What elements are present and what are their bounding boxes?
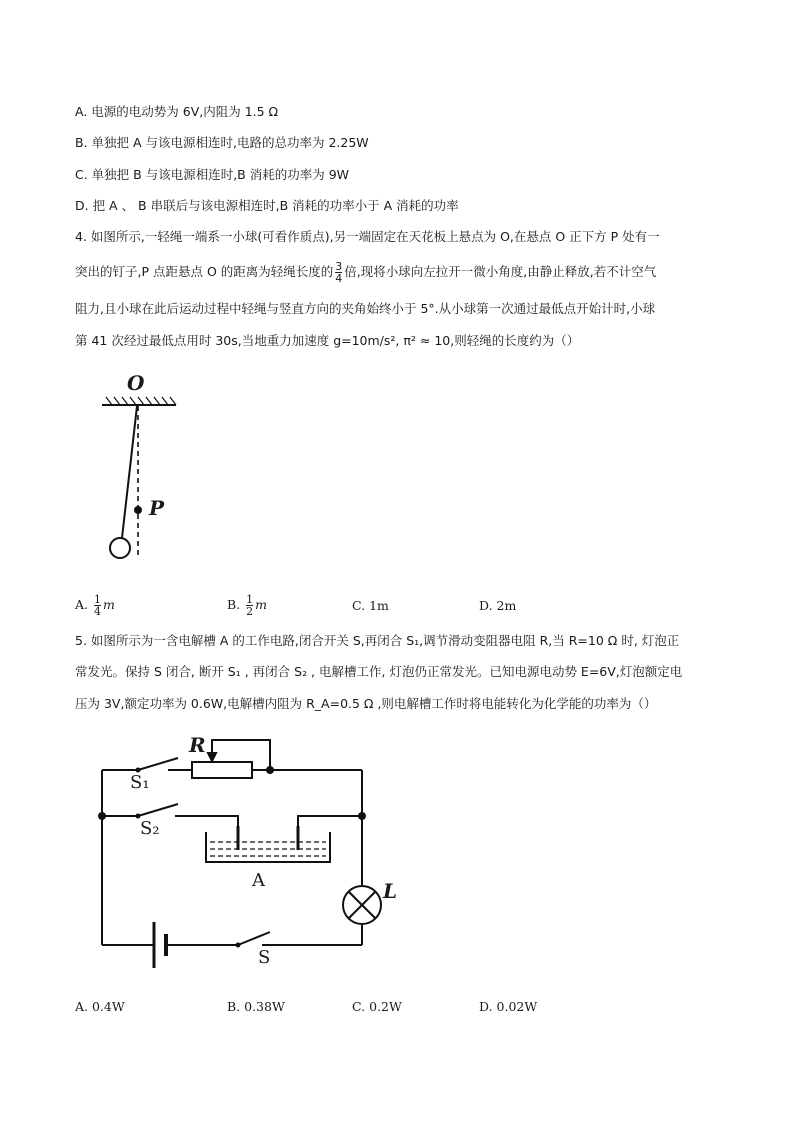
- prev-option-d: D. 把 A 、 B 串联后与该电源相连时,B 消耗的功率小于 A 消耗的功率: [75, 198, 459, 213]
- slider-arrow: [208, 753, 216, 761]
- nail-p: [134, 506, 142, 514]
- label-o: O: [127, 371, 145, 395]
- prev-option-c: C. 单独把 B 与该电源相连时,B 消耗的功率为 9W: [75, 167, 350, 182]
- q4-option-b-den: 2: [246, 605, 254, 618]
- q4-text-line1: 4. 如图所示,一轻绳一端系一小球(可看作质点),另一端固定在天花板上悬点为 O,在悬点 O 正下方 P 处有一: [75, 229, 660, 244]
- q4-text-line3: 阻力,且小球在此后运动过程中轻绳与竖直方向的夹角始终小于 5°.从小球第一次通过最低点开始计时,小球: [75, 301, 656, 316]
- q4-option-d: D. 2m: [479, 598, 517, 613]
- electrolytic-tank: [206, 832, 330, 862]
- q4-line2-after: 倍,现将小球向左拉开一微小角度,由静止释放,若不计空气: [344, 264, 657, 279]
- q4-option-b-prefix: B.: [227, 597, 241, 612]
- label-r: R: [189, 733, 206, 757]
- q4-option-a-num: 1: [94, 593, 101, 606]
- q4-fraction-den: 4: [335, 272, 343, 285]
- label-l: L: [383, 879, 398, 903]
- resistor-r: [192, 762, 252, 778]
- q4-text-line4: 第 41 次经过最低点用时 30s,当地重力加速度 g=10m/s², π² ≈ 10,则轻绳的长度约为（）: [75, 333, 580, 348]
- label-s: S: [258, 947, 271, 968]
- junction-dot: [266, 766, 274, 774]
- label-p: P: [149, 496, 165, 520]
- q5-option-a: A. 0.4W: [75, 999, 125, 1014]
- q4-text-line2: [75, 259, 656, 285]
- pendulum-string: [122, 406, 137, 538]
- q4-option-c: C. 1m: [352, 598, 389, 613]
- q4-line2-before: 突出的钉子,P 点距悬点 O 的距离为轻绳长度的: [75, 264, 334, 279]
- prev-option-b: B. 单独把 A 与该电源相连时,电路的总功率为 2.25W: [75, 135, 369, 150]
- ceiling: [102, 397, 176, 405]
- q5-option-b: B. 0.38W: [227, 999, 285, 1014]
- q5-option-c: C. 0.2W: [352, 999, 402, 1014]
- q5-text-line1: 5. 如图所示为一含电解槽 A 的工作电路,闭合开关 S,再闭合 S₁,调节滑动变阻器电阻 R,当 R=10 Ω 时, 灯泡正: [75, 633, 680, 648]
- label-s1: S₁: [130, 772, 150, 793]
- q4-option-b-unit: m: [255, 597, 268, 612]
- q5-option-d: D. 0.02W: [479, 999, 538, 1014]
- wire-s2-to-tank: [175, 816, 238, 848]
- q4-option-a-unit: m: [103, 597, 115, 612]
- switch-s2-blade: [138, 804, 178, 816]
- lamp-l: [343, 886, 381, 924]
- q4-fraction-num: 3: [335, 260, 343, 273]
- label-a: A: [252, 870, 265, 891]
- q4-option-b-fraction: [246, 594, 253, 617]
- q4-option-a: [75, 588, 115, 622]
- prev-option-a: A. 电源的电动势为 6V,内阻为 1.5 Ω: [75, 104, 279, 119]
- q5-text-line2: 常发光。保持 S 闭合, 断开 S₁ , 再闭合 S₂ , 电解槽工作, 灯泡仍正常发光。已知电源电动势 E=6V,灯泡额定电: [75, 664, 683, 679]
- switch-s-blade: [238, 932, 270, 945]
- electrolyte: [210, 842, 326, 856]
- q4-option-a-den: 4: [94, 605, 101, 618]
- rheostat-slider: [212, 740, 270, 770]
- q4-fraction: [335, 261, 342, 284]
- junction-dot: [98, 812, 106, 820]
- label-s2: S₂: [140, 818, 160, 839]
- q4-option-a-prefix: A.: [75, 597, 89, 612]
- q4-option-a-fraction: [94, 594, 101, 617]
- junction-dot: [358, 812, 366, 820]
- q4-option-b-num: 1: [246, 593, 254, 606]
- switch-pivot: [236, 943, 241, 948]
- wire-tank-to-right: [298, 816, 362, 848]
- q5-text-line3: 压为 3V,额定功率为 0.6W,电解槽内阻为 R_A=0.5 Ω ,则电解槽工作时将电能转化为化学能的功率为（）: [75, 696, 657, 711]
- q4-option-b: [227, 588, 267, 622]
- switch-s1-blade: [138, 758, 178, 770]
- pendulum-ball: [110, 538, 130, 558]
